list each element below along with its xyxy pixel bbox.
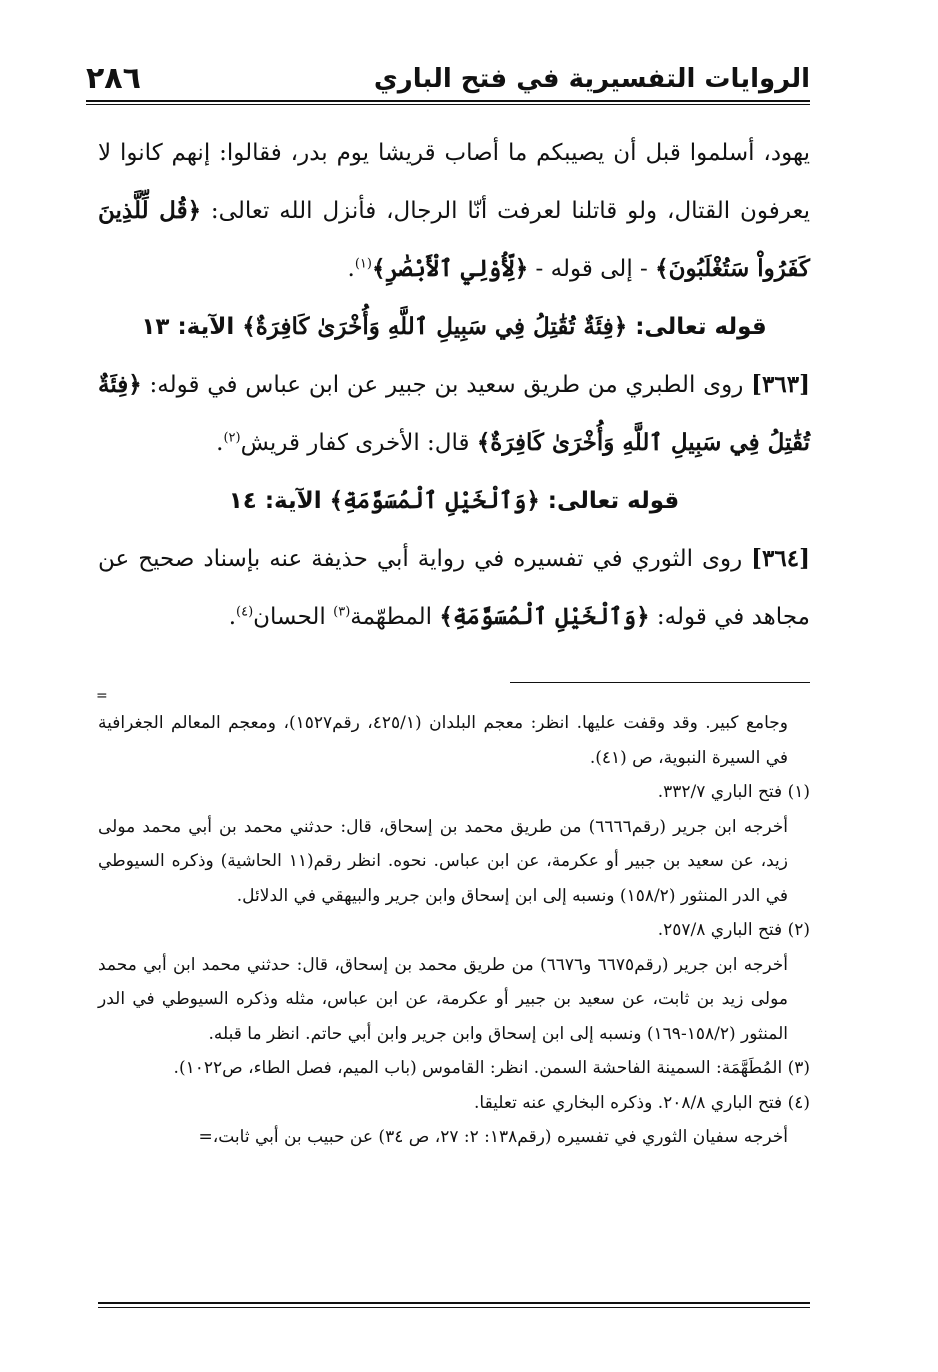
paragraph-3-text-a: روى الثوري في تفسيره في رواية أبي حذيفة عنه بإسناد صحيح عن مجاهد في قوله:	[98, 546, 810, 630]
paragraph-1-text-a: يهود، أسلموا قبل أن يصيبكم ما أصاب قريشا يوم بدر، فقالوا: إنهم كانوا لا يعرفون القتال، ولو قاتلنا لعرفت أنّا الرجال، فأنزل الله تعالى:	[98, 140, 810, 224]
verse-quote: ﴿وَٱلْخَيْلِ ٱلْمُسَوَّمَةِ﴾	[439, 603, 650, 630]
paragraph-2-text-b: قال: الأخرى كفار قريش	[240, 430, 477, 456]
footnote-ref[interactable]: (٣)	[333, 604, 351, 620]
footnotes	[98, 706, 810, 1155]
paragraph-end: .	[228, 604, 237, 630]
footnote-continues-mark: =	[198, 1127, 213, 1147]
footnote-ref[interactable]: (١)	[354, 256, 372, 272]
narration-number: [٣٦٣]	[751, 371, 810, 398]
footnote-1: (١) فتح الباري ٣٣٢/٧.	[657, 782, 810, 802]
footnote-ref[interactable]: (٢)	[223, 430, 241, 446]
narration-number: [٣٦٤]	[751, 545, 810, 572]
section-heading-14	[98, 472, 810, 530]
main-text	[98, 124, 810, 646]
header-rule-thin	[86, 104, 810, 105]
heading-suffix: الآية: ١٣	[141, 314, 243, 340]
paragraph-end: .	[347, 256, 355, 282]
page-number: ٢٨٦	[86, 61, 141, 96]
heading-verse: ﴿وَٱلْخَيْلِ ٱلْمُسَوَّمَةِ﴾	[329, 487, 540, 514]
paragraph-2-text-a: روى الطبري من طريق سعيد بن جبير عن ابن عباس في قوله:	[141, 372, 752, 398]
paragraph-364	[98, 530, 810, 646]
heading-verse: ﴿فِئَةٌ تُقَٰتِلُ فِي سَبِيلِ ٱللَّهِ وَأُخْرَىٰ كَافِرَةٌ﴾	[242, 313, 628, 340]
section-heading-13	[98, 298, 810, 356]
footnote-4: (٤) فتح الباري ٢٠٨/٨. وذكره البخاري عنه تعليقا.	[473, 1092, 810, 1113]
paragraph-3-text-b: المطهّمة	[350, 604, 440, 630]
paragraph-3-text-c: الحسان	[253, 604, 334, 630]
page-header	[86, 52, 810, 98]
paragraph-363	[98, 356, 810, 472]
continuation-mark: =	[96, 688, 108, 704]
verse-quote: ﴿فِئَةٌ تُقَٰتِلُ فِي سَبِيلِ ٱللَّهِ وَأُخْرَىٰ كَافِرَةٌ﴾	[98, 371, 810, 456]
paragraph-end: .	[216, 430, 224, 456]
paragraph-1-text-b: - إلى قوله -	[528, 256, 656, 282]
verse-quote: ﴿لِّأُوْلِي ٱلْأَبْصَٰرِ﴾	[371, 255, 529, 282]
footnote-1-detail: أخرجه ابن جرير (رقم٦٦٦٦) من طريق محمد بن إسحاق، قال: حدثني محمد بن أبي محمد مولى زيد، عن سعيد بن جبير أو عكرمة، عن ابن عباس. نحوه. انظر رقم(١١ الحاشية) وذكره السيوطي في الدر المنثور (١٥٨/٢) ونسبه إلى ابن إسحاق وابن جرير والبيهقي في الدلائل.	[98, 816, 788, 906]
header-rule	[86, 100, 810, 102]
footnote-4-detail-text: أخرجه سفيان الثوري في تفسيره (رقم١٣٨: ٢: ٢٧، ص ٣٤) عن حبيب بن أبي ثابت،	[212, 1127, 788, 1147]
footnote-2: (٢) فتح الباري ٢٥٧/٨.	[657, 920, 810, 940]
footnote-ref[interactable]: (٤)	[236, 604, 254, 620]
heading-prefix: قوله تعالى:	[627, 314, 767, 340]
heading-suffix: الآية: ١٤	[228, 488, 330, 514]
footnote-separator	[510, 682, 810, 683]
heading-prefix: قوله تعالى:	[539, 488, 680, 514]
paragraph-1	[98, 124, 810, 298]
footer-rule-thin	[98, 1307, 810, 1308]
verse-quote: ﴿قُل لِّلَّذِينَ كَفَرُواْ سَتُغْلَبُونَ﴾	[98, 197, 810, 282]
footnote-2-detail: أخرجه ابن جرير (رقم٦٦٧٥ و٦٦٧٦) من طريق محمد بن إسحاق، قال: حدثني محمد ابن أبي محمد مولى زيد بن ثابت، عن سعيد بن جبير أو عكرمة، عن ابن عباس، مثله وذكره السيوطي في الدر المنثور (١٥٨/٢-١٦٩) ونسبه إلى ابن إسحاق وابن جرير وابن أبي حاتم. انظر ما قبله.	[98, 954, 788, 1044]
footer-rule	[98, 1302, 810, 1304]
footnote-3: (٣) المُطَهَّمَة: السمينة الفاحشة السمن. انظر: القاموس (باب الميم، فصل الطاء، ص١٠٢٢).	[173, 1058, 810, 1078]
footnote-continuation: وجامع كبير. وقد وقفت عليها. انظر: معجم البلدان (٤٢٥/١، رقم١٥٢٧)، ومعجم المعالم الجغرافية في السيرة النبوية، ص (٤١).	[98, 713, 789, 768]
footnote-4-detail	[98, 1120, 810, 1155]
running-title: الروايات التفسيرية في فتح الباري	[373, 64, 810, 94]
